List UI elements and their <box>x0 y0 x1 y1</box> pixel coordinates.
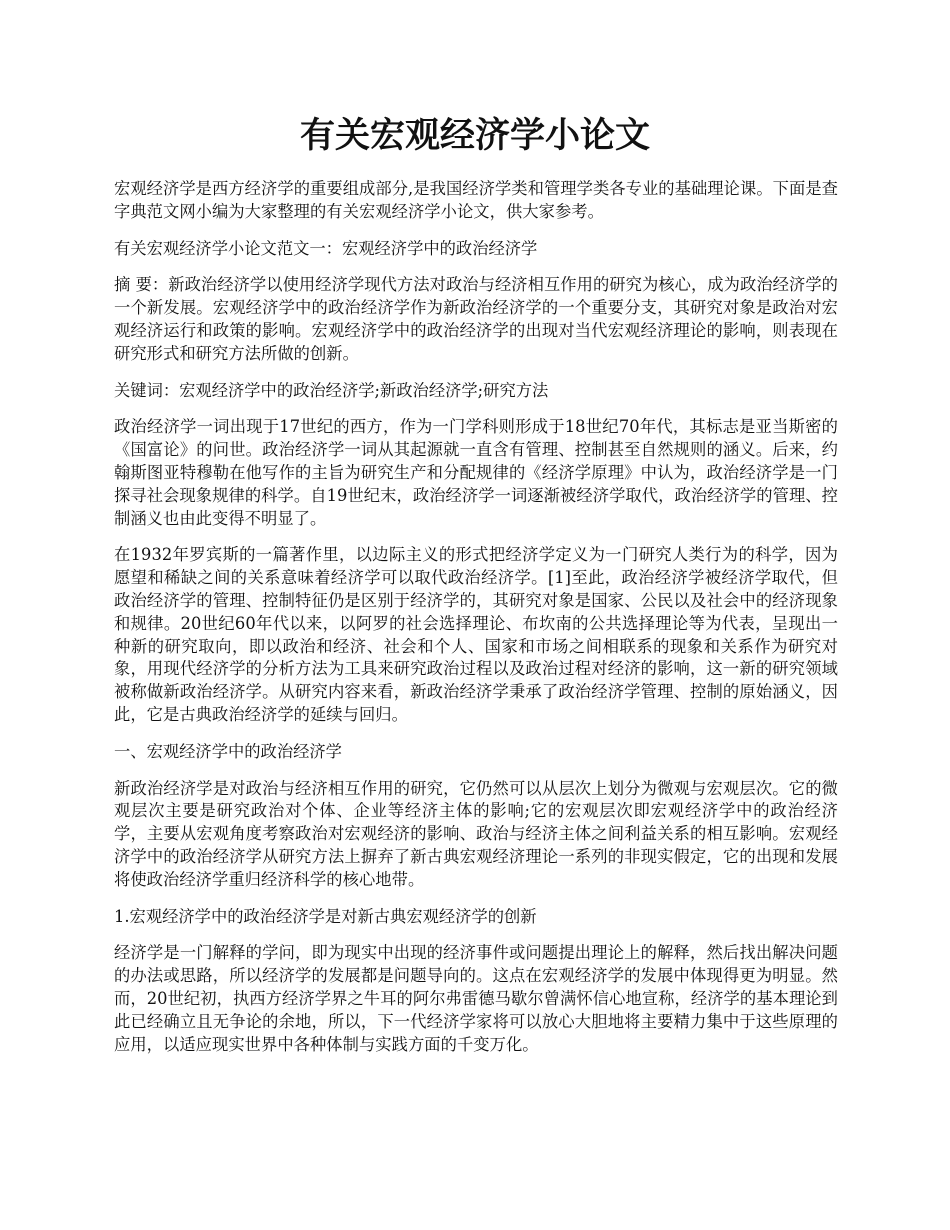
body-paragraph: 在1932年罗宾斯的一篇著作里，以边际主义的形式把经济学定义为一门研究人类行为的科学，因为愿望和稀缺之间的关系意味着经济学可以取代政治经济学。[1]至此，政治经济学被经济学取代，但政治经济学的管理、控制特征仍是区别于经济学的，其研究对象是国家、公民以及社会中的经济现象和规律。20世纪60年代以来，以阿罗的社会选择理论、布坎南的公共选择理论等为代表，呈现出一种新的研究取向，即以政治和经济、社会和个人、国家和市场之间相联系的现象和关系作为研究对象，用现代经济学的分析方法为工具来研究政治过程以及政治过程对经济的影响，这一新的研究领域被称做新政治经济学。从研究内容来看，新政治经济学秉承了政治经济学管理、控制的原始涵义，因此，它是古典政治经济学的延续与回归。 <box>114 545 838 724</box>
body-paragraph: 经济学是一门解释的学问，即为现实中出现的经济事件或问题提出理论上的解释，然后找出解决问题的办法或思路，所以经济学的发展都是问题导向的。这点在宏观经济学的发展中体现得更为明显。然而，20世纪初，执西方经济学界之牛耳的阿尔弗雷德马歇尔曾满怀信心地宣称，经济学的基本理论到此已经确立且无争论的余地，所以，下一代经济学家将可以放心大胆地将主要精力集中于这些原理的应用，以适应现实世界中各种体制与实践方面的千变万化。 <box>114 943 838 1054</box>
essay-heading: 有关宏观经济学小论文范文一：宏观经济学中的政治经济学 <box>114 238 538 258</box>
body-paragraph: 新政治经济学是对政治与经济相互作用的研究，它仍然可以从层次上划分为微观与宏观层次。它的微观层次主要是研究政治对个体、企业等经济主体的影响;它的宏观层次即宏观经济学中的政治经济学，主要从宏观角度考察政治对宏观经济的影响、政治与经济主体之间利益关系的相互影响。宏观经济学中的政治经济学从研究方法上摒弃了新古典宏观经济理论一系列的非现实假定，它的出现和发展将使政治经济学重归经济科学的核心地带。 <box>114 778 838 889</box>
keywords-line: 关键词：宏观经济学中的政治经济学;新政治经济学;研究方法 <box>114 380 549 400</box>
section-heading: 一、宏观经济学中的政治经济学 <box>114 741 342 761</box>
document-title: 有关宏观经济学小论文 <box>299 115 650 156</box>
intro-paragraph: 宏观经济学是西方经济学的重要组成部分,是我国经济学类和管理学类各专业的基础理论课。下面是查字典范文网小编为大家整理的有关宏观经济学小论文，供大家参考。 <box>114 179 838 221</box>
body-paragraph: 政治经济学一词出现于17世纪的西方，作为一门学科则形成于18世纪70年代，其标志是亚当斯密的《国富论》的问世。政治经济学一词从其起源就一直含有管理、控制甚至自然规则的涵义。后来，约翰斯图亚特穆勒在他写作的主旨为研究生产和分配规律的《经济学原理》中认为，政治经济学是一门探寻社会现象规律的科学。自19世纪末，政治经济学一词逐渐被经济学取代，政治经济学的管理、控制涵义也由此变得不明显了。 <box>114 417 838 528</box>
abstract-paragraph: 摘 要：新政治经济学以使用经济学现代方法对政治与经济相互作用的研究为核心，成为政治经济学的一个新发展。宏观经济学中的政治经济学作为新政治经济学的一个重要分支，其研究对象是政治对宏观经济运行和政策的影响。宏观经济学中的政治经济学的出现对当代宏观经济理论的影响，则表现在研究形式和研究方法所做的创新。 <box>114 275 838 363</box>
subsection-heading: 1.宏观经济学中的政治经济学是对新古典宏观经济学的创新 <box>114 906 537 926</box>
document-body <box>114 178 838 1070</box>
